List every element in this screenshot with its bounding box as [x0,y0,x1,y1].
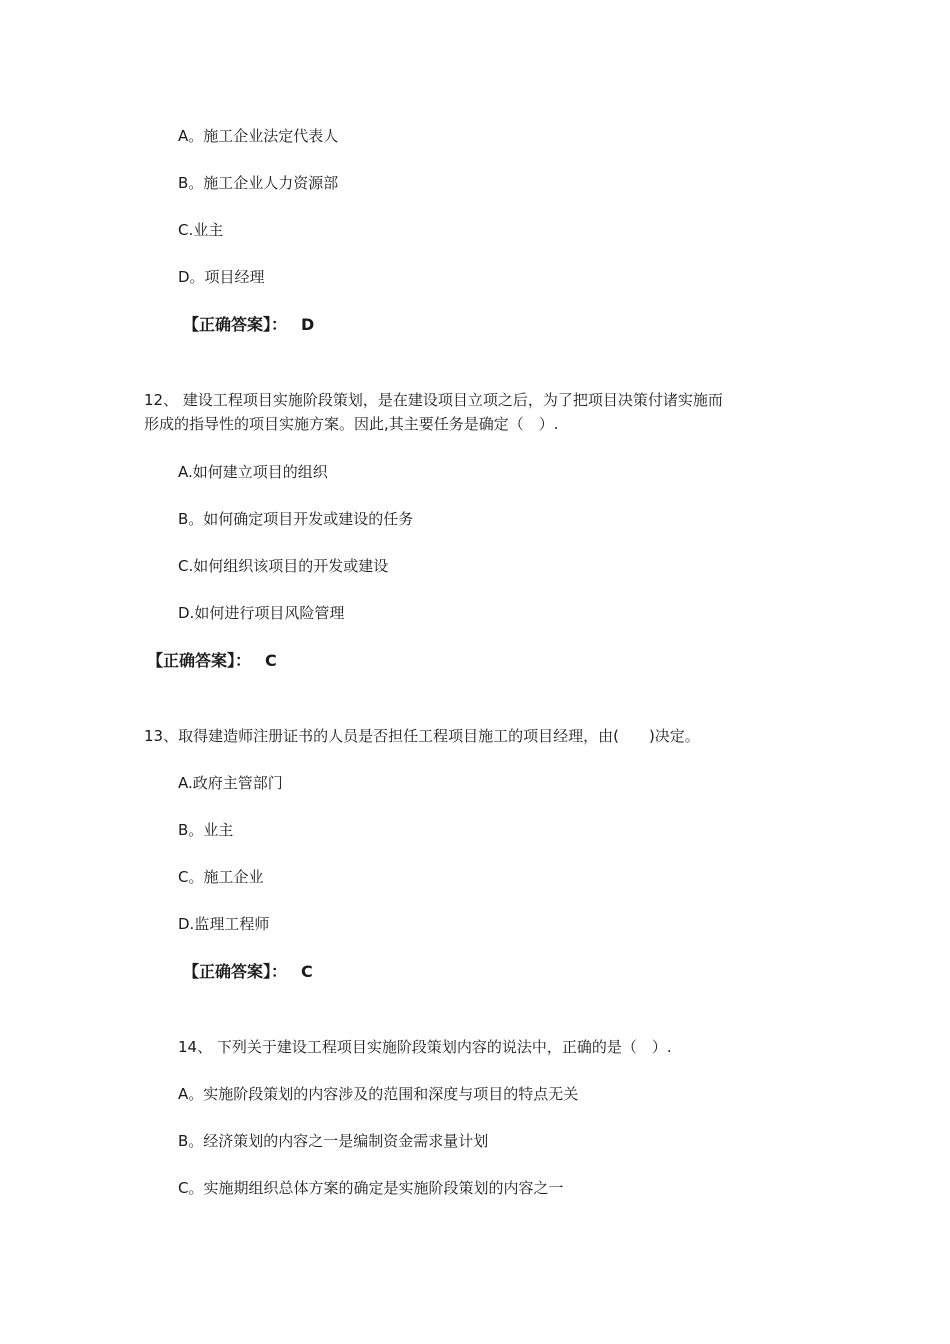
q12-option-c: C.如何组织该项目的开发或建设 [178,557,389,575]
q13-option-d: D.监理工程师 [178,915,270,933]
q13-option-a: A.政府主管部门 [178,774,283,792]
q12-option-d: D.如何进行项目风险管理 [178,604,345,622]
q12-text-line1: 12、 建设工程项目实施阶段策划，是在建设项目立项之后，为了把项目决策付诸实施而 [144,391,723,409]
q14-option-c: C。实施期组织总体方案的确定是实施阶段策划的内容之一 [178,1179,564,1197]
q13-answer-value: C [301,962,313,981]
q13-answer [183,960,313,984]
q11-option-a: A。施工企业法定代表人 [178,127,339,145]
q13-option-c: C。施工企业 [178,868,264,886]
q12-answer-value: C [265,651,277,670]
q11-option-c: C.业主 [178,221,224,239]
q14-text: 14、 下列关于建设工程项目实施阶段策划内容的说法中，正确的是（ ）. [178,1038,672,1056]
q12-option-a: A.如何建立项目的组织 [178,463,328,481]
q12-answer [147,649,277,673]
q12-option-b: B。如何确定项目开发或建设的任务 [178,510,414,528]
q12-answer-label: 【正确答案】： [147,651,252,670]
q13-text: 13、取得建造师注册证书的人员是否担任工程项目施工的项目经理，由( )决定。 [144,727,700,745]
q11-option-d: D。项目经理 [178,268,265,286]
q11-option-b: B。施工企业人力资源部 [178,174,339,192]
q11-answer [183,313,314,337]
q11-answer-label: 【正确答案】： [183,315,288,334]
q14-option-b: B。经济策划的内容之一是编制资金需求量计划 [178,1132,489,1150]
q14-option-a: A。实施阶段策划的内容涉及的范围和深度与项目的特点无关 [178,1085,579,1103]
q13-answer-label: 【正确答案】： [183,962,288,981]
q11-answer-value: D [301,315,315,334]
q13-option-b: B。业主 [178,821,234,839]
q12-text-line2: 形成的指导性的项目实施方案。因此,其主要任务是确定（ ）. [144,415,559,433]
